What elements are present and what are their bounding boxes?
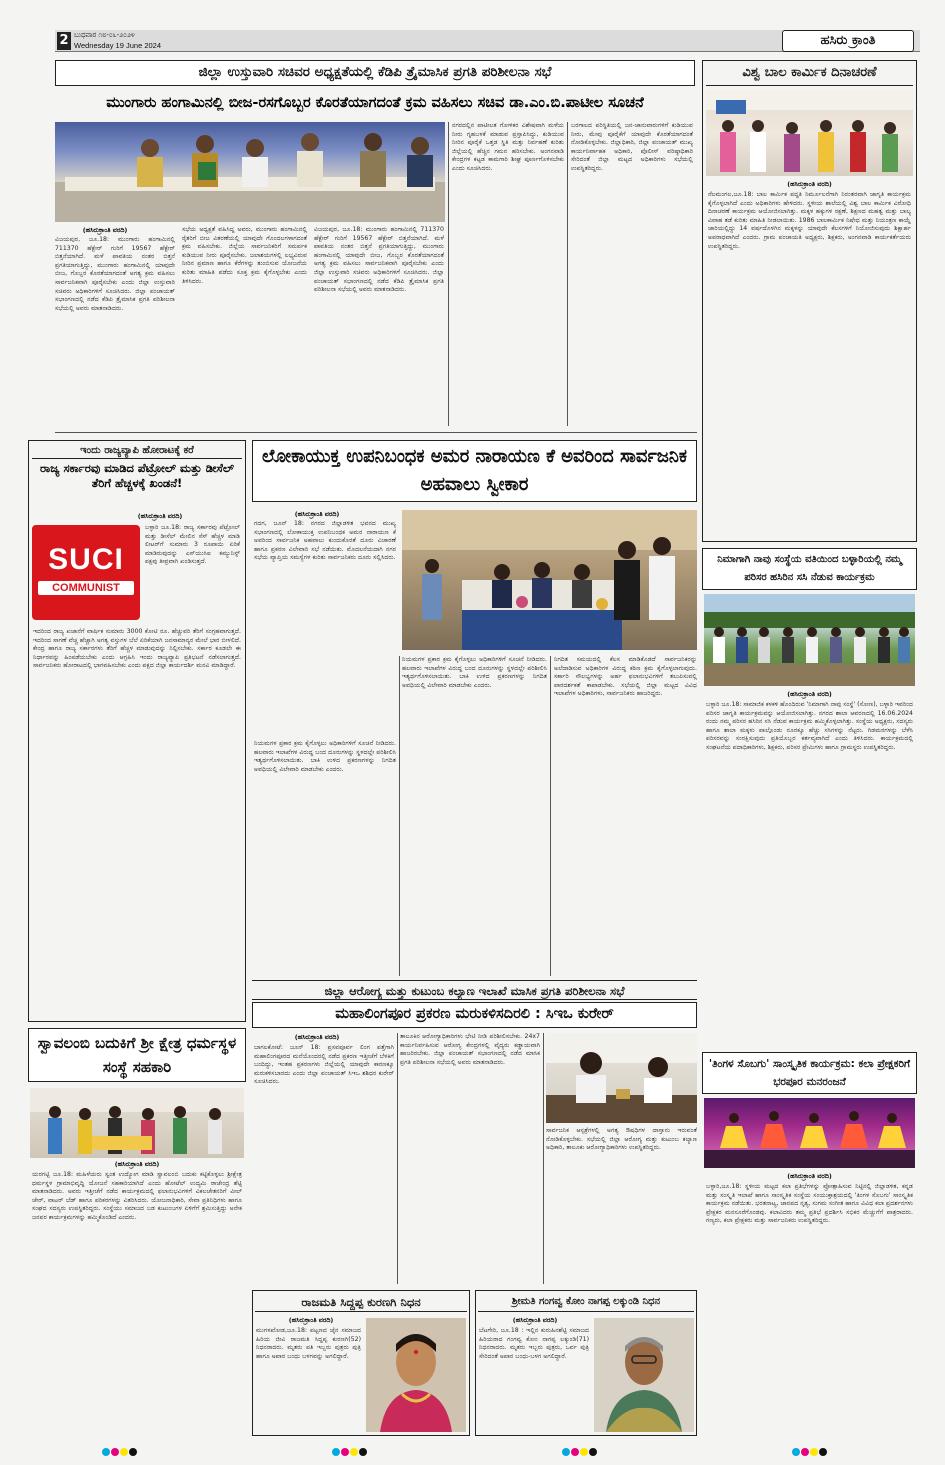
petrol-headline: ರಾಜ್ಯ ಸರ್ಕಾರವು ಮಾಡಿದ ಪೆಟ್ರೋಲ್ ಮತ್ತು ಡೀಸೆಲ್ ತೆರಿಗೆ ಹೆಚ್ಚಳಕ್ಕೆ ಖಂಡನೆ! [39,461,235,490]
registration-marks-2 [332,1441,368,1460]
lead-photo-scene [55,122,445,222]
health-body-col1: ಬಾಗಲಕೋಟೆ: ಜೂನ್ 18: ಪ್ರಸವಪೂರ್ವ ಲಿಂಗ ಪತ್ತೆಗಾಗಿ ಮಹಾಲಿಂಗಪೂರದ ಮನೆಯೊಂದರಲ್ಲಿ ನಡೆದ ಪ್ರಕರಣ ಇತ್ತೀಚೆಗೆ ಬೆಳಕಿಗೆ ಬಂದಿದ್ದು, ಇಂತಹ ಪ್ರಕರಣಗಳು ಜಿಲ್ಲೆಯಲ್ಲಿ ಯಾವುದೇ ಕಾರಣಕ್ಕೂ ಮರುಕಳಿಸಬಾರದು ಎಂದು ಜಿಲ್ಲಾ ಪಂಚಾಯತ್ ಸಿಇಒ ಶಶಿಧರ ಕುರೇರ್ ಸೂಚಿಸಿದರು. [254,1044,394,1086]
petrol-byline: (ಹಸಿರುಕ್ರಾಂತಿ ವರದಿ) [137,512,183,520]
sapling-body: ಬಳ್ಳಾರಿ ಜೂ.18: ಸಾಮಾಜಿಕ ಕಳಕಳಿ ಹೊಂದಿರುವ 'ನಿಮಾಗಾಗಿ ನಾವು ಸಂಸ್ಥೆ' (ಸೋಣ), ಬಳ್ಳಾರಿ ಇವರಿಂದ ಪರಿಸರ ಜಾಗೃತಿ ಕಾರ್ಯಕ್ರಮವನ್ನು ಆಯೋಜಿಸಲಾಗಿತ್ತು. ನಗರದ ಶಾಲಾ ಆವರಣದಲ್ಲಿ 16.06.2024 ರಂದು ನಮ್ಮ ಪರಿಸರ ಹಸಿರಿನ ಸಸಿ ನೆಡುವ ಕಾರ್ಯಕ್ರಮ ಹಮ್ಮಿಕೊಳ್ಳಲಾಗಿತ್ತು. ಸಂಸ್ಥೆಯ ಅಧ್ಯಕ್ಷರು, ಸದಸ್ಯರು ಹಾಗೂ ಶಾಲಾ ಮಕ್ಕಳು ಪಾಲ್ಗೊಂಡು ನೂರಕ್ಕೂ ಹೆಚ್ಚು ಸಸಿಗಳನ್ನು ನೆಟ್ಟರು. ಗಿಡಮರಗಳನ್ನು ಬೆಳೆಸಿ ಪರಿಸರವನ್ನು ಸಂರಕ್ಷಿಸುವುದು ಪ್ರತಿಯೊಬ್ಬರ ಕರ್ತವ್ಯವಾಗಿದೆ ಎಂದು ತಿಳಿಸಿದರು. ಕಾರ್ಯಕ್ರಮದಲ್ಲಿ ಸಂಘಟನೆಯ ಪದಾಧಿಕಾರಿಗಳು, ಶಿಕ್ಷಕರು, ಪರಿಸರ ಪ್ರೇಮಿಗಳು ಹಾಗೂ ಗ್ರಾಮಸ್ಥರು ಉಪಸ್ಥಿತರಿದ್ದರು. [706,701,913,751]
health-body-col3: ಸಾರ್ವಜನಿಕ ಆಸ್ಪತ್ರೆಗಳಲ್ಲಿ ಅಗತ್ಯ ಔಷಧಿಗಳ ದಾಸ್ತಾನು ಇರುವಂತೆ ನೋಡಿಕೊಳ್ಳಬೇಕು. ಸಭೆಯಲ್ಲಿ ಜಿಲ್ಲಾ ಆರೋಗ್ಯ ಮತ್ತು ಕುಟುಂಬ ಕಲ್ಯಾಣ ಅಧಿಕಾರಿ, ತಾಲೂಕು ಆರೋಗ್ಯಾಧಿಕಾರಿಗಳು ಉಪಸ್ಥಿತರಿದ್ದರು. [546,1127,697,1152]
shg-photo [30,1088,244,1158]
obit2-byline: (ಹಸಿರುಕ್ರಾಂತಿ ವರದಿ) [512,1316,558,1324]
lead-headline: ಮುಂಗಾರು ಹಂಗಾಮಿನಲ್ಲಿ ಬೀಜ-ರಸಗೊಬ್ಬರ ಕೊರತೆಯಾಗದಂತೆ ಕ್ರಮ ವಹಿಸಲು ಸಚಿವ ಡಾ.ಎಂ.ಬಿ.ಪಾಟೀಲ ಸೂಚನೆ [106,95,644,111]
lokayukta-byline: (ಹಸಿರುಕ್ರಾಂತಿ ವರದಿ) [294,510,340,518]
obit2-portrait-image [594,1318,694,1432]
lokayukta-body-col2: ನಿಯಮಗಳ ಪ್ರಕಾರ ಕ್ರಮ ಕೈಗೊಳ್ಳಲು ಅಧಿಕಾರಿಗಳಿಗೆ ಸೂಚನೆ ನೀಡಿದರು. ಹಲವಾರು ಇಲಾಖೆಗಳ ವಿರುದ್ಧ ಬಂದ ದೂರುಗಳನ್ನು ಸ್ಥಳದಲ್ಲೇ ಪರಿಶೀಲಿಸಿ ಇತ್ಯರ್ಥಗೊಳಿಸಲಾಯಿತು. ಬಾಕಿ ಉಳಿದ ಪ್ರಕರಣಗಳನ್ನು ನಿಗದಿತ ಅವಧಿಯಲ್ಲಿ ವಿಲೇವಾರಿ ಮಾಡಬೇಕು ಎಂದರು. [402,656,547,689]
obit1-portrait [366,1318,466,1432]
reg-dot-magenta [111,1448,119,1456]
reg-dot-cyan [102,1448,110,1456]
lead-divider-2 [567,122,568,426]
shg-headline: ಸ್ವಾವಲಂಬಿ ಬದುಕಿಗೆ ಶ್ರೀ ಕ್ಷೇತ್ರ ಧರ್ಮಸ್ಥಳ ಸಂಸ್ಥೆ ಸಹಕಾರಿ [28,1028,246,1082]
lokayukta-photo [402,510,697,650]
health-byline: (ಹಸಿರುಕ್ರಾಂತಿ ವರದಿ) [294,1033,340,1041]
reg-dot-magenta [341,1448,349,1456]
reg-dot-yellow [810,1448,818,1456]
lokayukta-divider-1 [399,656,400,976]
shg-body: ಯರಗಟ್ಟಿ ಜೂ.18: ಮಹಿಳೆಯರು ಸ್ವಂತ ಉದ್ಯೋಗ ಮಾಡಿ ಸ್ವಾವಲಂಬಿ ಬದುಕು ಕಟ್ಟಿಕೊಳ್ಳಲು ಶ್ರೀಕ್ಷೇತ್ರ ಧರ್ಮಸ್ಥಳ ಗ್ರಾಮಾಭಿವೃದ್ಧಿ ಯೋಜನೆ ಸಹಕಾರಿಯಾಗಿದೆ ಎಂದು ಹೋಟೆಲ್ ಉದ್ಯಮಿ ರಾಜೇಂದ್ರ ಶೆಟ್ಟಿ ಮಾತನಾಡಿದರು. ಅವರು ಇತ್ತೀಚೆಗೆ ನಡೆದ ಕಾರ್ಯಕ್ರಮದಲ್ಲಿ ಫಲಾನುಭವಿಗಳಿಗೆ ವಿಕಲಚೇತನರಿಗೆ ವೀಲ್ ಚೇರ್, ವಾಟರ್ ಬೆಡ್ ಹಾಗೂ ಪರಿಕರಗಳನ್ನು ವಿತರಿಸಿದರು. ಯೋಜನಾಧಿಕಾರಿ, ಸೇವಾ ಪ್ರತಿನಿಧಿಗಳು ಹಾಗೂ ಸಂಘದ ಸದಸ್ಯರು ಉಪಸ್ಥಿತರಿದ್ದರು. ಸಂಸ್ಥೆಯು ಸಮಾಜದ ಬಡ ಕುಟುಂಬಗಳ ಏಳಿಗೆಗೆ ಶ್ರಮಿಸುತ್ತಿದ್ದು ಅನೇಕ ಜನಪರ ಕಾರ್ಯಕ್ರಮಗಳನ್ನು ಹಮ್ಮಿಕೊಂಡಿದೆ ಎಂದರು. [32,1171,242,1221]
obit2-portrait [594,1318,694,1432]
reg-dot-cyan [792,1448,800,1456]
health-divider-1 [397,1033,398,1284]
petrol-kicker: ಇಂದು ರಾಜ್ಯವ್ಯಾಪಿ ಹೋರಾಟಕ್ಕೆ ಕರೆ [32,443,242,459]
lead-body-col4: ಬರಗಾಲದ ಪರಿಸ್ಥಿತಿಯಲ್ಲಿ ಜನ-ಜಾನುವಾರುಗಳಿಗೆ ಕುಡಿಯುವ ನೀರು, ಮೇವು ಪೂರೈಕೆಗೆ ಯಾವುದೇ ಕೊರತೆಯಾಗದಂತೆ ನೋಡಿಕೊಳ್ಳಬೇಕು. ಜಿಲ್ಲಾಧಿಕಾರಿ, ಜಿಲ್ಲಾ ಪಂಚಾಯತ್ ಮುಖ್ಯ ಕಾರ್ಯನಿರ್ವಾಹಕ ಅಧಿಕಾರಿ, ಪೊಲೀಸ್ ವರಿಷ್ಠಾಧಿಕಾರಿ ಸೇರಿದಂತೆ ಜಿಲ್ಲಾ ಮಟ್ಟದ ಅಧಿಕಾರಿಗಳು ಸಭೆಯಲ್ಲಿ ಉಪಸ್ಥಿತರಿದ್ದರು. [571,122,693,172]
lokayukta-photo-scene [402,510,697,650]
child-labour-headline: ವಿಶ್ವ ಬಾಲ ಕಾರ್ಮಿಕ ದಿನಾಚರಣೆ [706,62,913,86]
lokayukta-divider-2 [550,656,551,976]
lead-body-col2b: ವಿಜಯಪುರ, ಜೂ.18: ಮುಂಗಾರು ಹಂಗಾಮಿನಲ್ಲಿ 711370 ಹೆಕ್ಟೇರ್ ಗುರಿಗೆ 19567 ಹೆಕ್ಟೇರ್ ಬಿತ್ತನೆಯಾಗಿದೆ. ಮಳೆ ಪಾವತಿಯ ನಂತರ ಬಿತ್ತನೆ ಪ್ರಗತಿಯಾಗುತ್ತಿದ್ದು, ಮುಂಗಾರು ಹಂಗಾಮಿನಲ್ಲಿ ಯಾವುದೇ ಬೀಜ, ಗೊಬ್ಬರ ಕೊರತೆಯಾಗದಂತೆ ಅಗತ್ಯ ಕ್ರಮ ವಹಿಸಲು ಸಾರ್ವಜನಿಕವಾಗಿ ಪೂರೈಸಬೇಕು ಎಂದು ಜಿಲ್ಲಾ ಉಸ್ತುವಾರಿ ಸಚಿವರು ಅಧಿಕಾರಿಗಳಿಗೆ ಸೂಚಿಸಿದರು. ಜಿಲ್ಲಾ ಪಂಚಾಯತ್ ಸಭಾಂಗಣದಲ್ಲಿ ನಡೆದ ಕೆಡಿಪಿ ತ್ರೈಮಾಸಿಕ ಪ್ರಗತಿ ಪರಿಶೀಲನಾ ಸಭೆಯಲ್ಲಿ ಅವರು ಮಾತನಾಡಿದರು. [314,226,444,294]
reg-dot-cyan [562,1448,570,1456]
health-body-col2: ತಾಲೂಕಿನ ಆರೋಗ್ಯಾಧಿಕಾರಿಗಳು ಭೇಟಿ ನೀಡಿ ಪರಿಶೀಲಿಸಬೇಕು. 24x7 ಕಾರ್ಯನಿರ್ವಹಿಸುವ ಆರೋಗ್ಯ ಕೇಂದ್ರಗಳಲ್ಲಿ ವೈದ್ಯರು ಕಡ್ಡಾಯವಾಗಿ ಹಾಜರಿರಬೇಕು. ಜಿಲ್ಲಾ ಪಂಚಾಯತ್ ಸಭಾಂಗಣದಲ್ಲಿ ನಡೆದ ಮಾಸಿಕ ಪ್ರಗತಿ ಪರಿಶೀಲನಾ ಸಭೆಯಲ್ಲಿ ಅವರು ಮಾತನಾಡಿದರು. [400,1033,540,1066]
health-kicker: ಜಿಲ್ಲಾ ಆರೋಗ್ಯ ಮತ್ತು ಕುಟುಂಬ ಕಲ್ಯಾಣ ಇಲಾಖೆ ಮಾಸಿಕ ಪ್ರಗತಿ ಪರಿಶೀಲನಾ ಸಭೆ [252,980,697,1000]
lead-kicker: ಜಿಲ್ಲಾ ಉಸ್ತುವಾರಿ ಸಚಿವರ ಅಧ್ಯಕ್ಷತೆಯಲ್ಲಿ ಕೆಡಿಪಿ ತ್ರೈಮಾಸಿಕ ಪ್ರಗತಿ ಪರಿಶೀಲನಾ ಸಭೆ [55,60,695,86]
shg-photo-scene [30,1088,244,1158]
cultural-byline: (ಹಸಿರುಕ್ರಾಂತಿ ವರದಿ) [787,1172,832,1180]
health-divider-2 [543,1033,544,1284]
obit1-portrait-image [366,1318,466,1432]
reg-dot-black [129,1448,137,1456]
obit1-body: ಮುಗಳಖೋಡ,ಜೂ.18: ಪಟ್ಟಣದ ಜೈನ ಸಮಾಜದ ಹಿರಿಯ ಜೀವಿ ರಾಜಮತಿ ಸಿದ್ದಪ್ಪ ಕುರಣಗಿ(52) ನಿಧನರಾದರು. ಮೃತರು ಪತಿ ಇಬ್ಬರು ಪುತ್ರರು ಪುತ್ರಿ ಹಾಗೂ ಅಪಾರ ಬಂಧು ಬಳಗವನ್ನು ಅಗಲಿದ್ದಾರೆ. [256,1327,361,1360]
lead-byline: (ಹಸಿರುಕ್ರಾಂತಿ ವರದಿ) [82,226,128,234]
header-date-english: Wednesday 19 June 2024 [74,41,162,50]
reg-dot-black [359,1448,367,1456]
registration-marks-4 [792,1441,828,1460]
reg-dot-yellow [120,1448,128,1456]
petrol-body-side: ಬಳ್ಳಾರಿ ಜೂ.18: ರಾಜ್ಯ ಸರ್ಕಾರವು ಪೆಟ್ರೋಲ್ ಮತ್ತು ಡೀಸೆಲ್ ಮೇಲಿನ ಸೆಸ್ ಹೆಚ್ಚಳ ಮಾಡಿ ಲೀಟರ್‌ಗೆ ಸುಮಾರು 3 ರೂಪಾಯಿ ಏರಿಕೆ ಮಾಡಿರುವುದನ್ನು ಎಸ್‌ಯುಸಿಐ ಕಮ್ಯುನಿಸ್ಟ್ ಪಕ್ಷವು ತೀವ್ರವಾಗಿ ಖಂಡಿಸುತ್ತದೆ. [145,524,240,566]
lead-bottom-rule [55,432,697,433]
reg-dot-black [589,1448,597,1456]
cultural-headline: 'ತಿಂಗಳ ಸೊಬಗು' ಸಾಂಸ್ಕೃತಿಕ ಕಾರ್ಯಕ್ರಮ: ಕಲಾ ಪ್ರೇಕ್ಷಕರಿಗೆ ಭರಪೂರ ಮನರಂಜನೆ [702,1052,917,1094]
registration-marks-1 [102,1441,138,1460]
petrol-body: ಇದರಿಂದ ರಾಜ್ಯ ಖಜಾನೆಗೆ ವಾರ್ಷಿಕ ಸುಮಾರು 3000 ಕೋಟಿ ರೂ. ಹೆಚ್ಚುವರಿ ತೆರಿಗೆ ಸಂಗ್ರಹವಾಗುತ್ತದೆ. ಇದರಿಂದ ಸಾಗಣೆ ವೆಚ್ಚ ಹೆಚ್ಚಾಗಿ ಅಗತ್ಯ ವಸ್ತುಗಳ ಬೆಲೆ ಏರಿಕೆಯಾಗಿ ಜನಸಾಮಾನ್ಯರ ಮೇಲೆ ಭಾರ ಬೀಳಲಿದೆ. ಕೇಂದ್ರ ಹಾಗೂ ರಾಜ್ಯ ಸರ್ಕಾರಗಳು ತೆರಿಗೆ ಹೆಚ್ಚಳ ಮಾಡುವುದನ್ನು ನಿಲ್ಲಿಸಬೇಕು. ಸರ್ಕಾರ ಕೂಡಲೇ ಈ ನಿರ್ಧಾರವನ್ನು ಹಿಂಪಡೆಯಬೇಕು ಎಂದು ಆಗ್ರಹಿಸಿ ಇಂದು ರಾಜ್ಯವ್ಯಾಪಿ ಪ್ರತಿಭಟನೆ ನಡೆಸಲಾಗುತ್ತದೆ. ಸಾರ್ವಜನಿಕರು ಹೋರಾಟದಲ್ಲಿ ಭಾಗವಹಿಸಬೇಕು ಎಂದು ಪಕ್ಷದ ಜಿಲ್ಲಾ ಕಾರ್ಯದರ್ಶಿ ಮನವಿ ಮಾಡಿದ್ದಾರೆ. [33,628,241,670]
obit2-body: ಬೆಟಗೇರಿ, ಜೂ.18 : ಇಲ್ಲಿನ ಕುರುಹಿನಶೆಟ್ಟಿ ಸಮಾಜದ ಹಿರಿಯರಾದ ಗಂಗವ್ವ ಕೋಂ ನಾಗಪ್ಪ ಲಕ್ಕುಂಡಿ(71) ನಿಧನರಾದರು. ಮೃತರು ಇಬ್ಬರು ಪುತ್ರರು, ಒರ್ವ ಪುತ್ರಿ ಸೇರಿದಂತೆ ಅಪಾರ ಬಂಧು-ಬಳಗ ಅಗಲಿದ್ದಾರೆ. [479,1327,589,1360]
masthead: ಹಸಿರು ಕ್ರಾಂತಿ [782,30,914,52]
cultural-body: ಬಳ್ಳಾರಿ,ಜೂ.18: ಸ್ಥಳೀಯ ಮಟ್ಟದ ಕಲಾ ಪ್ರತಿಭೆಗಳನ್ನು ಪ್ರೋತ್ಸಾಹಿಸುವ ನಿಟ್ಟಿನಲ್ಲಿ ಜಿಲ್ಲಾಡಳಿತ, ಕನ್ನಡ ಮತ್ತು ಸಂಸ್ಕೃತಿ ಇಲಾಖೆ ಹಾಗೂ ಸಾಂಸ್ಕೃತಿಕ ಸಂಸ್ಥೆಯ ಸಂಯುಕ್ತಾಶ್ರಯದಲ್ಲಿ 'ತಿಂಗಳ ಸೊಬಗು' ಸಾಂಸ್ಕೃತಿಕ ಕಾರ್ಯಕ್ರಮ ನಡೆಯಿತು. ಭರತನಾಟ್ಯ, ಜಾನಪದ ನೃತ್ಯ, ಸುಗಮ ಸಂಗೀತ ಹಾಗೂ ವಿವಿಧ ಕಲಾ ಪ್ರದರ್ಶನಗಳು ಪ್ರೇಕ್ಷಕರ ಮನಸೂರೆಗೊಂಡವು. ಕಲಾವಿದರು ತಮ್ಮ ಪ್ರತಿಭೆ ಪ್ರದರ್ಶಿಸಿ ಸಭಿಕರ ಮೆಚ್ಚುಗೆಗೆ ಪಾತ್ರರಾದರು. ಗಣ್ಯರು, ಕಲಾ ಪ್ರೇಕ್ಷಕರು ಮತ್ತು ಸಾರ್ವಜನಿಕರು ಉಪಸ್ಥಿತರಿದ್ದರು. [706,1183,913,1225]
suci-logo [32,525,140,620]
reg-dot-cyan [332,1448,340,1456]
registration-marks-3 [562,1441,598,1460]
reg-dot-magenta [571,1448,579,1456]
lokayukta-body-col3: ನಿಗದಿತ ಸಮಯದಲ್ಲಿ ಕೆಲಸ ಮಾಡಿಕೊಡದೆ ಸಾರ್ವಜನಿಕರನ್ನು ಅಲೆದಾಡಿಸುವ ಅಧಿಕಾರಿಗಳ ವಿರುದ್ಧ ಕಠಿಣ ಕ್ರಮ ಕೈಗೊಳ್ಳಲಾಗುವುದು. ಸರ್ಕಾರಿ ಸೌಲಭ್ಯಗಳನ್ನು ಅರ್ಹ ಫಲಾನುಭವಿಗಳಿಗೆ ತಲುಪಿಸುವಲ್ಲಿ ಪಾರದರ್ಶಕತೆ ಕಾಪಾಡಬೇಕು. ಸಭೆಯಲ್ಲಿ ಜಿಲ್ಲಾ ಮಟ್ಟದ ವಿವಿಧ ಇಲಾಖೆಗಳ ಅಧಿಕಾರಿಗಳು, ಸಾರ್ವಜನಿಕರು ಹಾಜರಿದ್ದರು. [554,656,697,698]
reg-dot-yellow [580,1448,588,1456]
lokayukta-headline: ಲೋಕಾಯುಕ್ತ ಉಪನಿಬಂಧಕ ಅಮರ ನಾರಾಯಣ ಕೆ ಅವರಿಂದ ಸಾರ್ವಜನಿಕ ಅಹವಾಲು ಸ್ವೀಕಾರ [252,440,697,502]
reg-dot-yellow [350,1448,358,1456]
health-photo-scene [546,1033,697,1123]
page-number: 2 [57,32,71,50]
child-labour-body: ನೆಲಮಂಗಲ,ಜೂ.18: ಬಾಲ ಕಾರ್ಮಿಕ ಪದ್ಧತಿ ನಿರ್ಮೂಲನೆಗಾಗಿ ನಿರಂತರವಾಗಿ ಜಾಗೃತಿ ಕಾರ್ಯಕ್ರಮ ಕೈಗೊಳ್ಳಲಾಗಿದೆ ಎಂದು ಅಧಿಕಾರಿಗಳು ಹೇಳಿದರು. ಸ್ಥಳೀಯ ಶಾಲೆಯಲ್ಲಿ ವಿಶ್ವ ಬಾಲ ಕಾರ್ಮಿಕ ವಿರೋಧಿ ದಿನಾಚರಣೆ ಕಾರ್ಯಕ್ರಮ ಆಯೋಜಿಸಲಾಗಿತ್ತು. ಮಕ್ಕಳ ಹಕ್ಕುಗಳ ರಕ್ಷಣೆ, ಶಿಕ್ಷಣದ ಮಹತ್ವ ಮತ್ತು ಬಾಲ್ಯ ವಿವಾಹ ತಡೆ ಕುರಿತು ಮಾಹಿತಿ ನೀಡಲಾಯಿತು. 1986 ಬಾಲಕಾರ್ಮಿಕ ನಿಷೇಧ ಮತ್ತು ನಿಯಂತ್ರಣ ಕಾಯ್ದೆ ಜಾರಿಯಲ್ಲಿದ್ದು 14 ವರ್ಷದೊಳಗಿನ ಮಕ್ಕಳನ್ನು ಯಾವುದೇ ಕೆಲಸಗಳಿಗೆ ನಿಯೋಜಿಸುವುದು ಶಿಕ್ಷಾರ್ಹ ಅಪರಾಧವಾಗಿದೆ ಎಂದರು. ಗ್ರಾಮ ಪಂಚಾಯತಿ ಅಧ್ಯಕ್ಷರು, ಶಿಕ್ಷಕರು, ಅಂಗನವಾಡಿ ಕಾರ್ಯಕರ್ತೆಯರು ಉಪಸ್ಥಿತರಿದ್ದರು. [708,191,911,250]
lead-divider-1 [448,122,449,426]
obit2-headline: ಶ್ರೀಮತಿ ಗಂಗವ್ವ ಕೋಂ ನಾಗಪ್ಪ ಲಕ್ಕುಂಡಿ ನಿಧನ [478,1292,694,1312]
sapling-photo-scene [704,594,915,686]
child-labour-byline: (ಹಸಿರುಕ್ರಾಂತಿ ವರದಿ) [787,180,832,188]
obit1-headline: ರಾಜಮತಿ ಸಿದ್ದಪ್ಪ ಕುರಣಗಿ ನಿಧನ [255,1292,467,1312]
child-labour-photo [706,90,913,176]
suci-logo-wordmark: SUCI [48,543,124,576]
reg-dot-black [819,1448,827,1456]
health-headline: ಮಹಾಲಿಂಗಪೂರ ಪ್ರಕರಣ ಮರುಕಳಿಸದಿರಲಿ : ಸಿಇಒ ಕುರೇರ್ [252,1002,697,1028]
sapling-photo [704,594,915,686]
reg-dot-magenta [801,1448,809,1456]
sapling-headline: ನಿಮಾಗಾಗಿ ನಾವು ಸಂಸ್ಥೆಯ ವತಿಯಿಂದ ಬಳ್ಳಾರಿಯಲ್ಲಿ ನಮ್ಮ ಪರಿಸರ ಹಸಿರಿನ ಸಸಿ ನೆಡುವ ಕಾರ್ಯಕ್ರಮ [702,548,917,590]
lead-body-col2: ಸಭೆಯ ಅಧ್ಯಕ್ಷತೆ ವಹಿಸಿದ್ದ ಅವರು, ಮುಂಗಾರು ಹಂಗಾಮಿನಲ್ಲಿ ರೈತರಿಗೆ ಬೀಜ ವಿತರಣೆಯಲ್ಲಿ ಯಾವುದೇ ಗೊಂದಲಗಳಾಗದಂತೆ ಕ್ರಮ ವಹಿಸಬೇಕು. ಜಿಲ್ಲೆಯ ಸಾರ್ವಜನಿಕರಿಗೆ ಸಮರ್ಪಕ ಕುಡಿಯುವ ನೀರು ಪೂರೈಸಬೇಕು. ಜಲಾಶಯಗಳಲ್ಲಿ ಲಭ್ಯವಿರುವ ನೀರಿನ ಪ್ರಮಾಣ ಹಾಗೂ ಕೆರೆಗಳನ್ನು ತುಂಬಿಸುವ ಯೋಜನೆಯ ಕುರಿತು ಮಾಹಿತಿ ಪಡೆದು ಸೂಕ್ತ ಕ್ರಮ ಕೈಗೊಳ್ಳಬೇಕು ಎಂದು ತಿಳಿಸಿದರು. [182,226,307,285]
sapling-byline: (ಹಸಿರುಕ್ರಾಂತಿ ವರದಿ) [787,690,832,698]
cultural-photo [704,1098,915,1168]
child-labour-photo-scene [706,90,913,176]
cultural-photo-scene [704,1098,915,1168]
obit1-byline: (ಹಸಿರುಕ್ರಾಂತಿ ವರದಿ) [288,1316,334,1324]
lokayukta-body-col1: ಗದಗ, ಜೂನ್ 18: ನಗರದ ಜಿಲ್ಲಾಡಳಿತ ಭವನದ ಮುಖ್ಯ ಸಭಾಂಗಣದಲ್ಲಿ ಲೋಕಾಯುಕ್ತ ಉಪನಿಬಂಧಕ ಅಮರ ನಾರಾಯಣ ಕೆ ಅವರಿಂದ ಸಾರ್ವಜನಿಕ ಅಹವಾಲು ಕುಂದುಕೊರತೆ ದೂರು ವಿಚಾರಣೆ ಹಾಗೂ ಪ್ರಕರಣ ವಿಲೇವಾರಿ ಸಭೆ ನಡೆಯಿತು. ಮೊದಲನೆಯದಾಗಿ ನಗರ ಸಭೆಯ ವ್ಯಾಪ್ತಿಯ ಸಮಸ್ಯೆಗಳ ಕುರಿತು ಸಾರ್ವಜನಿಕರು ದೂರು ಸಲ್ಲಿಸಿದರು. [254,520,396,562]
suci-logo-subtitle: COMMUNIST [38,581,134,595]
lead-body-col3: ನಗರದಲ್ಲಿನ ಪಾಟೀಲತ ಗೋಳಿಕರ ವಿಶೇಷವಾಗಿ ಮಳೆಯ ನೀರು ಗೃಹಬಳಕೆ ಮಾಡುವ ಪ್ರಸ್ತಾಪಿಸಿದ್ದು, ಕುಡಿಯುವ ನೀರಿನ ಪೂರೈಕೆ ಒತ್ತಡ ಸ್ಥಿತಿ ಮತ್ತು ನಿರ್ವಹಣೆ ಕುರಿತು ಜಿಲ್ಲೆಯಲ್ಲಿ ಹೆಚ್ಚಿನ ಗಮನ ಹರಿಸಬೇಕು. ಅಂಗನವಾಡಿ ಕೇಂದ್ರಗಳ ಕಟ್ಟಡ ಕಾಮಗಾರಿ ಶೀಘ್ರ ಪೂರ್ಣಗೊಳಿಸಬೇಕು ಎಂದು ಸೂಚಿಸಿದರು. [452,122,564,172]
lokayukta-body-col1b: ನಿಯಮಗಳ ಪ್ರಕಾರ ಕ್ರಮ ಕೈಗೊಳ್ಳಲು ಅಧಿಕಾರಿಗಳಿಗೆ ಸೂಚನೆ ನೀಡಿದರು. ಹಲವಾರು ಇಲಾಖೆಗಳ ವಿರುದ್ಧ ಬಂದ ದೂರುಗಳನ್ನು ಸ್ಥಳದಲ್ಲೇ ಪರಿಶೀಲಿಸಿ ಇತ್ಯರ್ಥಗೊಳಿಸಲಾಯಿತು. ಬಾಕಿ ಉಳಿದ ಪ್ರಕರಣಗಳನ್ನು ನಿಗದಿತ ಅವಧಿಯಲ್ಲಿ ವಿಲೇವಾರಿ ಮಾಡಬೇಕು ಎಂದರು. [254,740,396,773]
lead-body-col1: ವಿಜಯಪುರ, ಜೂ.18: ಮುಂಗಾರು ಹಂಗಾಮಿನಲ್ಲಿ 711370 ಹೆಕ್ಟೇರ್ ಗುರಿಗೆ 19567 ಹೆಕ್ಟೇರ್ ಬಿತ್ತನೆಯಾಗಿದೆ. ಮಳೆ ಪಾವತಿಯ ನಂತರ ಬಿತ್ತನೆ ಪ್ರಗತಿಯಾಗುತ್ತಿದ್ದು, ಮುಂಗಾರು ಹಂಗಾಮಿನಲ್ಲಿ ಯಾವುದೇ ಬೀಜ, ಗೊಬ್ಬರ ಕೊರತೆಯಾಗದಂತೆ ಅಗತ್ಯ ಕ್ರಮ ವಹಿಸಲು ಸಾರ್ವಜನಿಕವಾಗಿ ಪೂರೈಸಬೇಕು ಎಂದು ಜಿಲ್ಲಾ ಉಸ್ತುವಾರಿ ಸಚಿವರು ಅಧಿಕಾರಿಗಳಿಗೆ ಸೂಚಿಸಿದರು. ಜಿಲ್ಲಾ ಪಂಚಾಯತ್ ಸಭಾಂಗಣದಲ್ಲಿ ನಡೆದ ಕೆಡಿಪಿ ತ್ರೈಮಾಸಿಕ ಪ್ರಗತಿ ಪರಿಶೀಲನಾ ಸಭೆಯಲ್ಲಿ ಅವರು ಮಾತನಾಡಿದರು. [55,236,175,312]
header-date-kannada: ಬುಧವಾರ ೧೮-೦೬-೨೦೨೪ [74,31,135,39]
health-photo [546,1033,697,1123]
lead-photo [55,122,445,222]
shg-byline: (ಹಸಿರುಕ್ರಾಂತಿ ವರದಿ) [114,1160,160,1168]
